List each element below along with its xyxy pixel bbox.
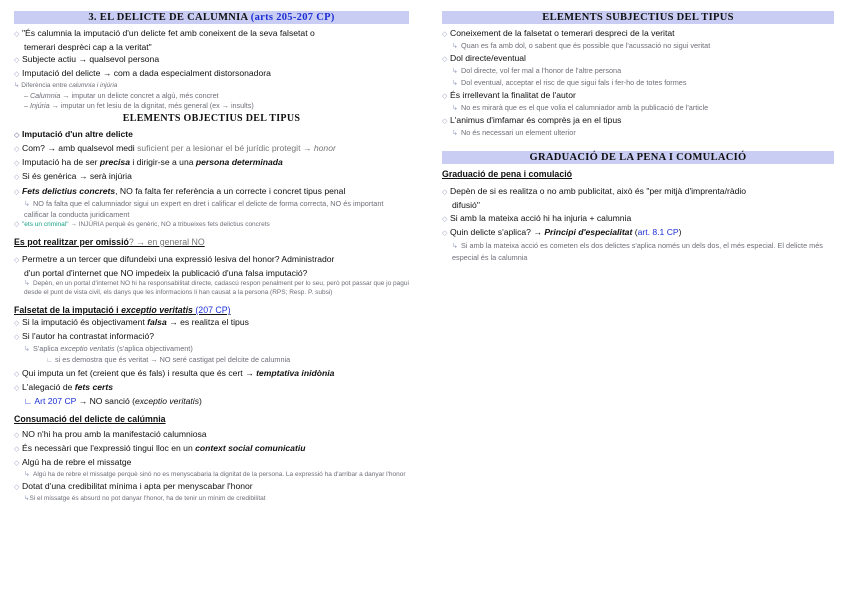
- consumacio-sub-2: ↳Si el missatge és absurd no pot danyar l'honor, ha de tenir un mínim de credibilitat: [24, 494, 266, 502]
- section-title-calumnia: 3. EL DELICTE DE CALUMNIA (arts 205-207 CP): [14, 11, 409, 24]
- subj-sub-4: ↳ No es mirarà que es el que volia el calumniador amb la publicació de l'article: [442, 103, 834, 114]
- falsetat-sub-1: ↳ S'aplica exceptio veritatis (s'aplica objectivament): [14, 344, 409, 355]
- imputation-line: ◇ Imputació del delicte → com a dada especialment distorsonadora: [14, 67, 409, 81]
- diamond-bullet-icon: ◇: [14, 370, 20, 378]
- diamond-bullet-icon: ◇: [14, 431, 20, 439]
- section-title-graduacio: GRADUACIÓ DE LA PENA I COMULACIÓ: [442, 151, 834, 164]
- diamond-bullet-icon: ◇: [14, 445, 20, 453]
- diamond-bullet-icon: ◇: [14, 460, 20, 468]
- diamond-bullet-icon: ◇: [14, 160, 20, 168]
- curved-arrow-icon: ↳: [24, 200, 30, 208]
- obj-line-2: ◇ Com? → amb qualsevol medi suficient per a lesionar el bé jurídic protegit → honor: [14, 142, 409, 156]
- obj-line-1: ◇ Imputació d'un altre delicte: [14, 128, 409, 142]
- subj-sub-1: ↳ Quan es fa amb dol, o sabent que és possible que l'acussació no sigui veritat: [442, 41, 834, 52]
- grad-sub-1: ↳ Si amb la mateixa acció es cometen els dos delictes s'aplica només un dels dos, el més especial. El delicte més especial és la calumnia: [452, 240, 823, 262]
- left-column: [14, 11, 409, 503]
- obj-line-6: ◇ "ets un criminal" → INJÚRIA perquè és genèric, NO a tribueixes fets delictius concrets: [14, 221, 270, 229]
- diamond-bullet-icon: ◇: [442, 215, 448, 223]
- curved-arrow-icon: ↳: [452, 79, 458, 87]
- curved-arrow-icon: ↳: [452, 43, 458, 51]
- curved-arrow-icon: ↳: [14, 82, 20, 90]
- diamond-bullet-icon: ◇: [14, 146, 20, 154]
- corner-arrow-icon: ∟: [24, 395, 33, 406]
- grad-line-1: ◇ Depèn de si es realitza o no amb publicitat, això és "per mitjà d'imprenta/ràdio: [442, 185, 834, 199]
- consumacio-line-2: ◇ És necessàri que l'expressió tingui lloc en un context social comunicatiu: [14, 442, 409, 456]
- diamond-bullet-icon: ◇: [442, 92, 448, 100]
- subject-line: ◇ Subjecte actiu → qualsevol persona: [14, 53, 409, 67]
- diamond-bullet-icon: ◇: [14, 57, 20, 65]
- omissio-line-2: d'un portal d'internet que NO impedeix la publicació d'una falsa imputació?: [24, 267, 308, 278]
- diamond-bullet-icon: ◇: [14, 132, 20, 140]
- falsetat-line-1: ◇ Si la imputació és objectivament falsa → es realitza el tipus: [14, 316, 409, 330]
- diamond-bullet-icon: ◇: [14, 384, 20, 392]
- diamond-bullet-icon: ◇: [442, 56, 448, 64]
- consumacio-line-4: ◇ Dotat d'una credibilitat mínima i apta per menyscabar l'honor: [14, 480, 409, 494]
- consumacio-heading: Consumació del delicte de calúmnia: [14, 413, 166, 424]
- subj-sub-3: ↳ Dol eventual, acceptar el risc de que sigui fals i fer-ho de totes formes: [442, 78, 834, 89]
- section-title-objectius: ELEMENTS OBJECTIUS DEL TIPUS: [122, 113, 301, 125]
- consumacio-line-1: ◇ NO n'hi ha prou amb la manifestació calumniosa: [14, 428, 409, 442]
- diamond-bullet-icon: ◇: [442, 118, 448, 126]
- diamond-bullet-icon: ◇: [14, 320, 20, 327]
- diamond-bullet-icon: ◇: [14, 188, 20, 196]
- consumacio-line-3: ◇ Algú ha de rebre el missatge: [14, 456, 409, 470]
- definition-line-cont: temerari desprèci cap a la veritat": [24, 42, 152, 53]
- falsetat-line-5: ∟ Art 207 CP → NO sanció (exceptio veritatis): [24, 395, 202, 406]
- curved-arrow-icon: ↳: [452, 68, 458, 76]
- articles-reference: (arts 205-207 CP): [250, 12, 335, 23]
- curved-arrow-icon: ↳: [452, 104, 458, 112]
- diamond-bullet-icon: ◇: [14, 334, 20, 342]
- injuria-definition: – Injúria → imputar un fet lesiu de la dignitat, més general (ex → insults): [24, 100, 254, 110]
- subj-sub-2: ↳ Dol directe, vol fer mal a l'honor de l'altre persona: [442, 66, 834, 77]
- subj-sub-5: ↳ No és necessari un element ulterior: [442, 128, 834, 139]
- falsetat-line-4: ◇ L'alegació de fets certs: [14, 381, 409, 395]
- falsetat-sub-2: ∟ si es demostra que és veritat → NO seré castigat pel delcite de calumnia: [14, 355, 409, 366]
- diamond-bullet-icon: ◇: [442, 229, 448, 237]
- falsetat-line-3: ◇ Qui imputa un fet (creient que és fals) i resulta que és cert → temptativa inidònia: [14, 367, 409, 381]
- diamond-bullet-icon: ◇: [14, 221, 20, 229]
- right-column: [442, 11, 834, 263]
- curved-arrow-icon: ↳: [452, 130, 458, 138]
- obj-line-3: ◇ Imputació ha de ser precisa i dirigir-se a una persona determinada: [14, 156, 409, 170]
- diamond-bullet-icon: ◇: [14, 174, 20, 182]
- subj-line-1: ◇ Coneixement de la falsetat o temerari despreci de la veritat: [442, 27, 834, 41]
- grad-line-3: ◇ Quin delicte s'aplica? → Principi d'especialitat (art. 8.1 CP): [442, 226, 834, 240]
- curved-arrow-icon: ↳: [24, 346, 30, 354]
- grad-line-2: ◇ Si amb la mateixa acció hi ha injuria + calumnia: [442, 212, 834, 226]
- diamond-bullet-icon: ◇: [442, 31, 448, 38]
- subj-line-3: ◇ És irrellevant la finalitat de l'autor: [442, 89, 834, 103]
- difference-note: ↳ Diferència entre calumnia i injúria: [14, 82, 118, 90]
- subj-line-2: ◇ Dol directe/eventual: [442, 52, 834, 66]
- curved-arrow-icon: ↳: [24, 494, 30, 502]
- falsetat-line-2: ◇ Si l'autor ha contrastat informació?: [14, 330, 409, 344]
- calumnia-definition: – Calumnia → imputar un delicte concret a algú, més concret: [24, 90, 219, 100]
- omissio-line-1: ◇ Permetre a un tercer que difundeixi una expressió lesiva del honor? Administrador: [14, 253, 409, 267]
- omissio-heading: Es pot realitzar per omissió? → en general NO: [14, 236, 205, 247]
- consumacio-sub-1: ↳ Algú ha de rebre el missatge perquè sinó no es menyscabaria la dignitat de la persona. La expressió ha d'arribar a danyar l'honor: [24, 471, 406, 479]
- curved-arrow-icon: ↳: [24, 279, 30, 287]
- grad-line-1-cont: difusió": [452, 200, 480, 211]
- diamond-bullet-icon: ◇: [442, 189, 448, 197]
- diamond-bullet-icon: ◇: [14, 483, 20, 491]
- obj-line-5: ◇ Fets delictius concrets, NO fa falta fer referència a un correcte i concret tipus penal: [14, 185, 409, 199]
- definition-line: ◇ "És calumnia la imputació d'un delicte fet amb coneixent de la seva falsetat o: [14, 27, 409, 41]
- falsetat-heading: Falsetat de la imputació i exceptio veritatis (207 CP): [14, 305, 231, 315]
- diamond-bullet-icon: ◇: [14, 256, 20, 264]
- obj-line-4: ◇ Si és genèrica → serà injúria: [14, 170, 409, 184]
- section-title-subjectius: ELEMENTS SUBJECTIUS DEL TIPUS: [442, 11, 834, 24]
- diamond-bullet-icon: ◇: [14, 31, 20, 38]
- corner-arrow-icon: ∟: [46, 357, 53, 365]
- omissio-sub-note: ↳ Depèn, en un portal d'internet NO hi ha responsabilitat directe, cadascú respon penalment per lo seu, però pot passar que jo pagui desde el punt de vista civil, els danys que les informacions li han causat a la persona (RPS; Resp. P. subsi): [24, 279, 409, 297]
- curved-arrow-icon: ↳: [452, 242, 458, 250]
- subj-line-4: ◇ L'animus d'imfamar és comprès ja en el tipus: [442, 114, 834, 128]
- curved-arrow-icon: ↳: [24, 471, 30, 479]
- diamond-bullet-icon: ◇: [14, 71, 20, 79]
- graduacio-heading: Graduació de pena i comulació: [442, 169, 573, 180]
- obj-sub-note: ↳ NO fa falta que el calumniador sigui un expert en dret i calificar el delicte de forma correcta, NO és important calificar la conducta juridicament: [24, 198, 384, 219]
